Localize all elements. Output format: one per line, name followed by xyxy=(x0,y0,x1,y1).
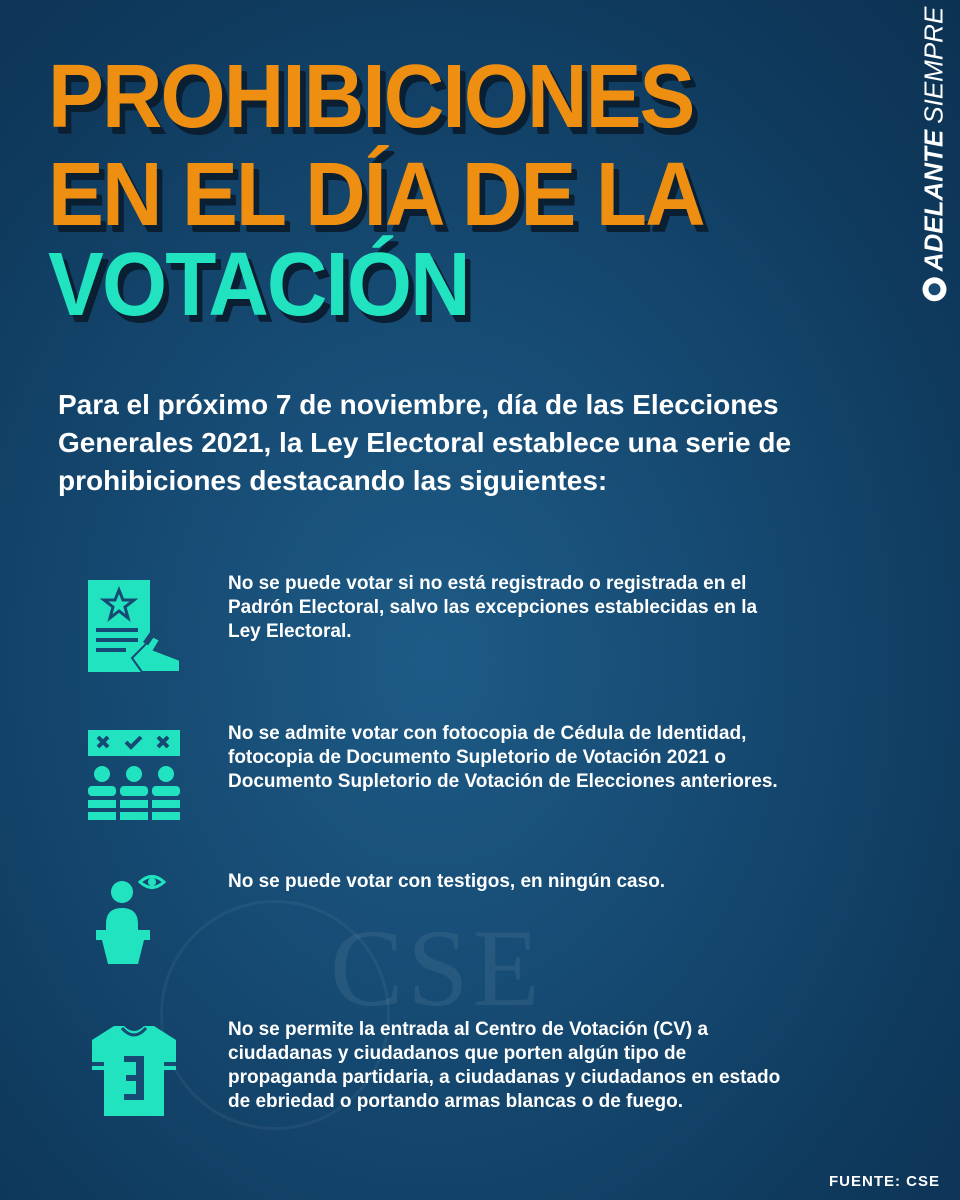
intro-paragraph: Para el próximo 7 de noviembre, día de las Elecciones Generales 2021, la Ley Electoral establece una serie de prohibiciones destacando las siguientes: xyxy=(58,389,792,496)
brand-name-light: SIEMPRE xyxy=(918,6,949,124)
brand-name-strong: ADELANTE xyxy=(918,129,949,272)
prohibition-text: No se puede votar con testigos, en ningún caso. xyxy=(228,871,666,892)
prohibition-text: No se permite la entrada al Centro de Votación (CV) a ciudadanas y ciudadanos que porten algún tipo de propaganda partidaria, a ciudadanas y ciudadanos en estado de ebriedad o portando armas blancas o de fuego. xyxy=(228,1019,781,1112)
title-line-3: VOTACIÓN xyxy=(48,235,469,335)
witness-eye-icon xyxy=(84,872,184,972)
title-line-2: EN EL DÍA DE LA xyxy=(48,145,704,245)
prohibition-text: No se puede votar si no está registrado o registrada en el Padrón Electoral, salvo las excepciones establecidas en la Ley Electoral. xyxy=(228,573,758,642)
source-credit: FUENTE: CSE xyxy=(828,1173,940,1190)
brand-logo xyxy=(916,6,952,294)
adelante-logo-icon xyxy=(922,277,946,301)
cse-watermark: CSE xyxy=(330,907,544,1029)
prohibition-text: No se admite votar con fotocopia de Cédula de Identidad, fotocopia de Documento Supletorio de Votación 2021 o Documento Supletorio de Votación de Elecciones anteriores. xyxy=(228,723,778,792)
voters-ballot-icon xyxy=(84,726,184,826)
party-shirt-icon xyxy=(84,1022,184,1122)
title-line-1: PROHIBICIONES xyxy=(48,47,694,147)
registry-document-icon xyxy=(84,576,184,676)
